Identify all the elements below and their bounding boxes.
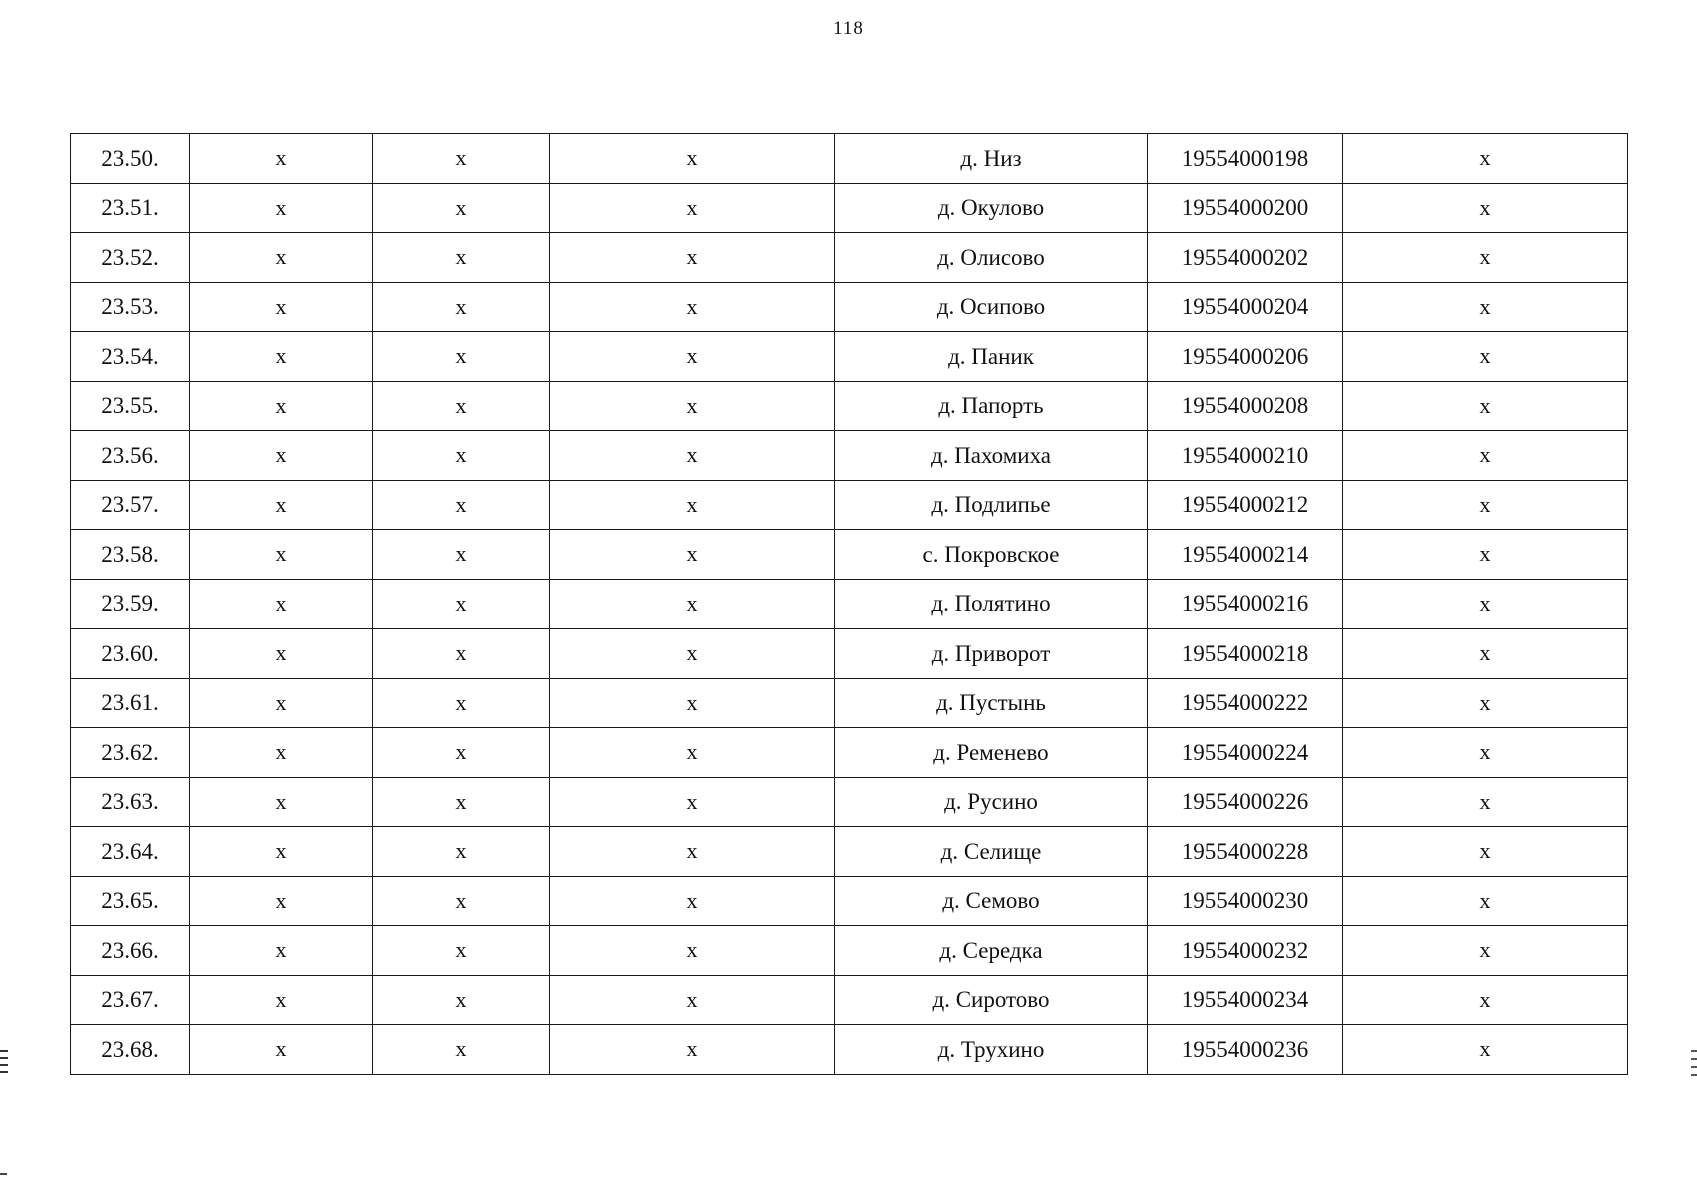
oktmo-code-cell: 19554000228 [1148,827,1343,877]
oktmo-code-cell: 19554000204 [1148,282,1343,332]
row-index-cell: 23.64. [71,827,190,877]
oktmo-code-cell: 19554000230 [1148,876,1343,926]
settlement-name-cell: д. Полятино [835,579,1148,629]
left-margin-marks [0,1050,8,1078]
cell-col-4: х [550,381,835,431]
settlement-name-cell: д. Ременево [835,728,1148,778]
table-row [71,777,1628,827]
cell-col-3: х [373,480,550,530]
cell-col-3: х [373,777,550,827]
cell-col-3: х [373,579,550,629]
row-index-cell: 23.55. [71,381,190,431]
cell-col-4: х [550,777,835,827]
cell-col-4: х [550,530,835,580]
edge-tick [0,1173,7,1175]
settlement-name-cell: с. Покровское [835,530,1148,580]
cell-col-7: х [1343,728,1628,778]
oktmo-code-cell: 19554000206 [1148,332,1343,382]
row-index-cell: 23.56. [71,431,190,481]
cell-col-4: х [550,728,835,778]
row-index-cell: 23.67. [71,975,190,1025]
cell-col-7: х [1343,183,1628,233]
cell-col-4: х [550,233,835,283]
table-row [71,233,1628,283]
cell-col-2: х [190,975,373,1025]
settlement-name-cell: д. Окулово [835,183,1148,233]
cell-col-2: х [190,530,373,580]
cell-col-2: х [190,1025,373,1075]
cell-col-2: х [190,431,373,481]
cell-col-3: х [373,926,550,976]
row-index-cell: 23.63. [71,777,190,827]
row-index-cell: 23.66. [71,926,190,976]
oktmo-code-cell: 19554000236 [1148,1025,1343,1075]
oktmo-code-cell: 19554000200 [1148,183,1343,233]
table-body [71,134,1628,1075]
cell-col-4: х [550,332,835,382]
cell-col-2: х [190,480,373,530]
table-row [71,926,1628,976]
table-row [71,827,1628,877]
oktmo-code-cell: 19554000214 [1148,530,1343,580]
cell-col-4: х [550,926,835,976]
table-row [71,530,1628,580]
table-row [71,431,1628,481]
cell-col-2: х [190,728,373,778]
cell-col-2: х [190,678,373,728]
row-index-cell: 23.58. [71,530,190,580]
table-row [71,975,1628,1025]
cell-col-2: х [190,827,373,877]
cell-col-4: х [550,876,835,926]
table-row [71,134,1628,184]
table-row [71,629,1628,679]
settlement-name-cell: д. Сиротово [835,975,1148,1025]
cell-col-7: х [1343,233,1628,283]
row-index-cell: 23.68. [71,1025,190,1075]
cell-col-7: х [1343,134,1628,184]
table-row [71,381,1628,431]
cell-col-3: х [373,827,550,877]
oktmo-code-cell: 19554000232 [1148,926,1343,976]
cell-col-3: х [373,332,550,382]
table-row [71,1025,1628,1075]
cell-col-4: х [550,975,835,1025]
cell-col-4: х [550,431,835,481]
cell-col-3: х [373,530,550,580]
cell-col-7: х [1343,629,1628,679]
row-index-cell: 23.52. [71,233,190,283]
cell-col-2: х [190,579,373,629]
row-index-cell: 23.51. [71,183,190,233]
cell-col-2: х [190,282,373,332]
row-index-cell: 23.50. [71,134,190,184]
cell-col-4: х [550,183,835,233]
right-margin-marks [1691,1050,1697,1082]
cell-col-7: х [1343,332,1628,382]
cell-col-3: х [373,975,550,1025]
cell-col-2: х [190,926,373,976]
cell-col-3: х [373,876,550,926]
row-index-cell: 23.60. [71,629,190,679]
cell-col-7: х [1343,431,1628,481]
cell-col-4: х [550,1025,835,1075]
cell-col-3: х [373,381,550,431]
cell-col-7: х [1343,530,1628,580]
settlement-name-cell: д. Русино [835,777,1148,827]
cell-col-2: х [190,777,373,827]
oktmo-code-cell: 19554000224 [1148,728,1343,778]
row-index-cell: 23.57. [71,480,190,530]
table-row [71,183,1628,233]
cell-col-4: х [550,134,835,184]
cell-col-7: х [1343,1025,1628,1075]
row-index-cell: 23.65. [71,876,190,926]
cell-col-2: х [190,134,373,184]
cell-col-3: х [373,183,550,233]
settlement-name-cell: д. Низ [835,134,1148,184]
cell-col-4: х [550,282,835,332]
settlement-name-cell: д. Папорть [835,381,1148,431]
cell-col-4: х [550,827,835,877]
row-index-cell: 23.54. [71,332,190,382]
cell-col-3: х [373,678,550,728]
cell-col-4: х [550,629,835,679]
cell-col-7: х [1343,480,1628,530]
cell-col-3: х [373,728,550,778]
cell-col-2: х [190,233,373,283]
settlement-name-cell: д. Пахомиха [835,431,1148,481]
table-row [71,579,1628,629]
oktmo-code-cell: 19554000222 [1148,678,1343,728]
settlement-name-cell: д. Семово [835,876,1148,926]
settlement-name-cell: д. Олисово [835,233,1148,283]
cell-col-3: х [373,134,550,184]
table-row [71,282,1628,332]
cell-col-3: х [373,1025,550,1075]
cell-col-2: х [190,876,373,926]
cell-col-2: х [190,381,373,431]
table-row [71,332,1628,382]
cell-col-7: х [1343,876,1628,926]
table-row [71,876,1628,926]
settlement-name-cell: д. Трухино [835,1025,1148,1075]
cell-col-7: х [1343,975,1628,1025]
cell-col-7: х [1343,827,1628,877]
oktmo-code-cell: 19554000210 [1148,431,1343,481]
cell-col-4: х [550,678,835,728]
cell-col-2: х [190,629,373,679]
cell-col-7: х [1343,282,1628,332]
settlements-table [70,133,1628,1075]
cell-col-3: х [373,431,550,481]
cell-col-4: х [550,480,835,530]
cell-col-3: х [373,233,550,283]
oktmo-code-cell: 19554000218 [1148,629,1343,679]
oktmo-code-cell: 19554000208 [1148,381,1343,431]
table-row [71,678,1628,728]
settlement-name-cell: д. Подлипье [835,480,1148,530]
table-row [71,728,1628,778]
table-row [71,480,1628,530]
settlement-name-cell: д. Селище [835,827,1148,877]
page-number: 118 [833,18,864,39]
cell-col-7: х [1343,579,1628,629]
settlement-name-cell: д. Паник [835,332,1148,382]
cell-col-7: х [1343,678,1628,728]
cell-col-2: х [190,332,373,382]
cell-col-7: х [1343,926,1628,976]
oktmo-code-cell: 19554000212 [1148,480,1343,530]
row-index-cell: 23.62. [71,728,190,778]
row-index-cell: 23.59. [71,579,190,629]
oktmo-code-cell: 19554000216 [1148,579,1343,629]
settlement-name-cell: д. Пустынь [835,678,1148,728]
cell-col-4: х [550,579,835,629]
cell-col-2: х [190,183,373,233]
oktmo-code-cell: 19554000226 [1148,777,1343,827]
oktmo-code-cell: 19554000198 [1148,134,1343,184]
oktmo-code-cell: 19554000202 [1148,233,1343,283]
cell-col-7: х [1343,777,1628,827]
cell-col-7: х [1343,381,1628,431]
cell-col-3: х [373,282,550,332]
settlement-name-cell: д. Приворот [835,629,1148,679]
row-index-cell: 23.53. [71,282,190,332]
cell-col-3: х [373,629,550,679]
row-index-cell: 23.61. [71,678,190,728]
oktmo-code-cell: 19554000234 [1148,975,1343,1025]
settlement-name-cell: д. Осипово [835,282,1148,332]
settlement-name-cell: д. Середка [835,926,1148,976]
